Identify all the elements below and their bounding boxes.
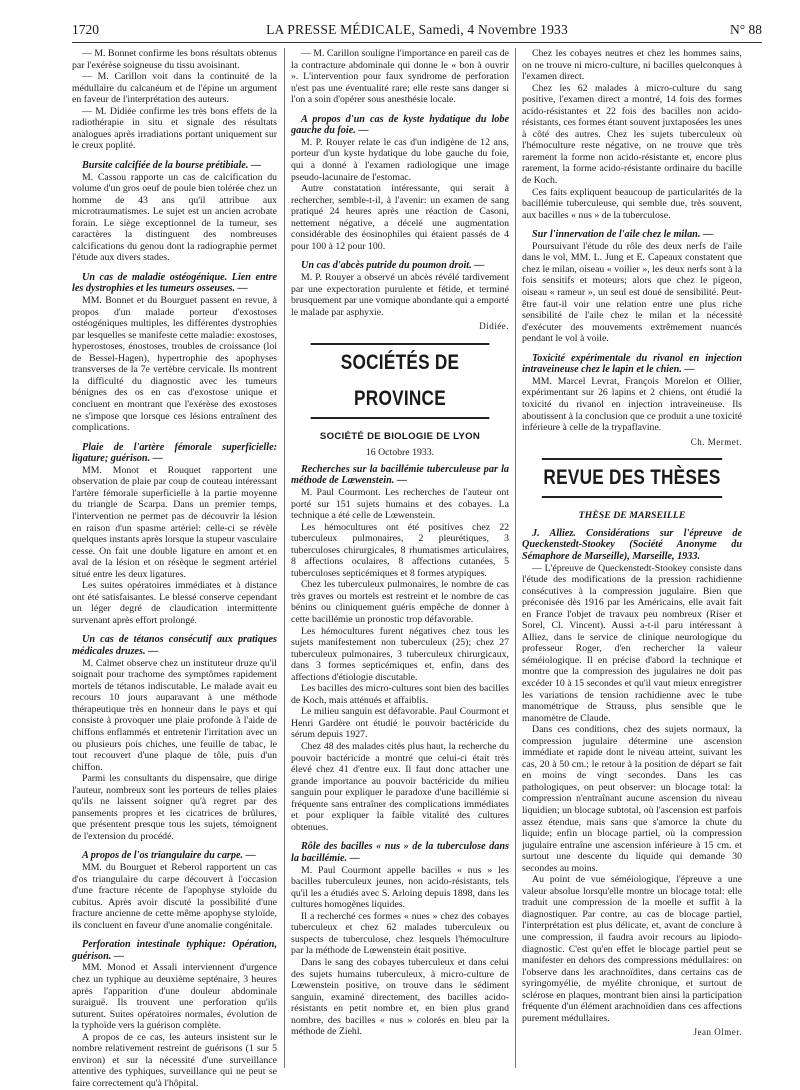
meeting-date: 16 Octobre 1933. (365, 447, 435, 459)
article-title: Rôle des bacilles « nus » de la tuberculose dans la bacillémie. — (291, 841, 509, 864)
author-signature: Jean Olmer. (693, 1027, 742, 1038)
article-title: A propos d'un cas de kyste hydatique du lobe gauche du foie. — (291, 113, 509, 137)
paragraph: — M. Carillon voit dans la continuité de la médullaire du calcanéum et de l'épine un argument en faveur de l'interprétation des auteurs. (72, 71, 277, 106)
author-signature: Ch. Mermet. (690, 436, 742, 447)
article-text: Les hémocultures furent négatives chez tous les sujets manifestement non tuberculeux (25); chez 27 tuberculeux pulmonaires, 3 tuberculeux chirurgicaux, dans 3 formes septicémiques et, enfin, dans des affections d'étiologie discutable. (291, 625, 509, 683)
article-title: Toxicité expérimentale du rivanol en injection intraveineuse chez le lapin et le chien. — (522, 352, 742, 376)
page-number: 1720 (72, 22, 99, 37)
article-text: Dans ces conditions, chez des sujets normaux, la compression jugulaire détermine une ascension immédiate et rapide dont le niveau atteint, suivant les cas, 20 à 50 cm.; le retour à la position de départ se fait en moins de vingt secondes. Dans les cas pathologiques, on peut observer: un blocage total: la compression n'entraînant aucune ascension du niveau liquidien; un blocage subtotal, où l'ascension est parfois assez étendue, mais sans que s'amorce la chute du liquide; enfin un blocage partiel, où la compression jugulaire entraîne une ascension inférieure à 15 cm. et surtout une descente du liquide qui demande 30 secondes au moins. (522, 724, 742, 874)
paragraph: Chez les 62 malades à micro-culture du sang positive, l'examen direct a montré, 14 fois des formes acido-résistantes et 22 fois des bacilles non acido-résistants, ces formes étant souvent juxtaposées les unes à côté des autres. Chez les sujets tuberculeux où l'hémoculture reste négative, on ne trouve que très rarement la forme non acido-résistante et, encore plus rarement, la forme acido-résistante ordinaire du bacille de Koch. (522, 82, 742, 187)
article-text: A propos de ce cas, les auteurs insistent sur le nombre relativement restreint de guérisons (1 sur 5 environ) et sur la nécessité d'une surveillance attentive des typhiques, surveillance qui ne peut se faire correctement qu'à l'hôpital. (72, 1031, 277, 1089)
article-title: Plaie de l'artère fémorale superficielle: ligature; guérison. — (72, 441, 277, 465)
article-title: Perforation intestinale typhique: Opération, guérison. — (72, 939, 277, 962)
column-right (522, 48, 742, 1043)
article-title: Sur l'innervation de l'aile chez le milan. — (532, 229, 714, 241)
thesis-city: THÈSE DE MARSEILLE (578, 510, 686, 522)
article-title: Bursite calcifiée de la bourse prétibiale. — (82, 159, 262, 171)
article-text: MM. Monot et Rouquet rapportent une observation de plaie par coup de couteau intéressant l'artère fémorale superficielle à la partie moyenne du triangle de Scarpa. Dans un premier temps, l'intervention ne permet pas de découvrir la lésion en raison d'un spasme artériel: celle-ci se révèle quelques instants après lorsque la stupeur vasculaire cesse. On fait une double ligature en amont et en aval de la lésion et on résèque le segment artériel situé entre les deux ligatures. (72, 464, 277, 580)
article-text: Chez les tuberculeux pulmonaires, le nombre de cas très graves ou mortels est restreint et le nombre de cas bénins ou cliniquement guéris empêche de donner à cette bacillémie un pronostic trop défavorable. (291, 579, 509, 626)
article-title: Un cas d'abcès putride du poumon droit. — (301, 260, 485, 272)
author-signature: Didiée. (479, 321, 509, 332)
article-text: MM. Monod et Assali interviennent d'urgence chez un typhique au deuxième septénaire, 3 heures après l'apparition d'une douleur abdominale suraiguë. Ils trouvent une perforation qu'ils suturent. Suites opératoires normales, évolution de la typhoïde vers la guérison complète. (72, 962, 277, 1032)
article-text: MM. Bonnet et du Bourguet passent en revue, à propos d'un malade porteur d'exostoses ostéogéniques multiples, les différentes dystrophies par lesquelles se manifeste cette maladie: exostoses, hyperostoses, énostoses, troubles de croissance (loi de Bessel-Hagen), hypertrophie des apophyses transverses de la 7e vertèbre cervicale. Ils montrent la difficulté du diagnostic avec les tumeurs bénignes des os en cas d'exostose unique et concluent en montrant que l'exérèse des exostoses ne s'impose que lorsque ces lésions entraînent des complications. (72, 295, 277, 434)
article-title: Recherches sur la bacillémie tuberculeuse par la méthode de Lœwenstein. — (291, 463, 509, 487)
column-middle (291, 48, 509, 1038)
article-text: Les hémocultures ont été positives chez 22 tuberculeux pulmonaires, 2 pleurétiques, 3 tuberculoses chirurgicales, 8 rhumatismes articulaires, 8 affections oculaires, 8 affections cutanées, 5 tuberculoses septicémiques et 8 formes atypiques. (291, 521, 509, 579)
section-heading: SOCIÉTÉS DE PROVINCE (311, 343, 490, 419)
paragraph: Chez les cobayes neutres et chez les hommes sains, on ne trouve ni micro-culture, ni bacilles quelconques à l'examen direct. (522, 48, 742, 83)
article-title: Un cas de tétanos consécutif aux pratiques médicales druzes. — (72, 634, 277, 658)
journal-title: LA PRESSE MÉDICALE, Samedi, 4 Novembre 1933 (266, 22, 568, 37)
column-divider (284, 48, 285, 1068)
column-divider (515, 48, 516, 1068)
article-text: Il a recherché ces formes « nues » chez des cobayes tuberculeux et chez 62 malades tuberculeux ou suspects de tuberculose, chez lesquels l'hémoculture par la méthode de Lœwenstein était positive. (291, 910, 509, 957)
column-left (72, 48, 277, 1090)
article-text: Autre constatation intéressante, qui serait à rechercher, semble-t-il, à l'avenir: un examen de sang pratiqué 24 heures après une réaction de Casoni, nettement négative, a décelé une augmentation considérable des éosinophiles qui étaient passés de 4 pour 100 à 12 pour 100. (291, 183, 509, 252)
society-name: SOCIÉTÉ DE BIOLOGIE DE LYON (319, 430, 481, 442)
article-text: M. Paul Courmont appelle bacilles « nus » les bacilles tuberculeux jeunes, non acido-résistants, tels qu'il les a étudiés avec S. Arloing depuis 1898, dans les cultures homogènes liquides. (291, 864, 509, 911)
article-text: Chez 48 des malades cités plus haut, la recherche du pouvoir bactéricide a montré que celui-ci était très élevé chez 41 d'entre eux. Il faut donc attacher une grande importance au pouvoir bactéricide du milieu sanguin pour expliquer le paradoxe d'une bacillémie si fréquente sans entraîner des complications immédiates et pour expliquer la faible vitalité des cultures obtenues. (291, 741, 509, 833)
article-text: M. Calmet observe chez un instituteur druze qu'il soignait pour trachome des symptômes rapidement mortels de tétanos indiscutable. Le malade avait eu recours 10 jours auparavant à une méthode thérapeutique très en honneur dans le pays et qui consiste à provoquer une plaie profonde à l'aide de chiffons enflammés et entretenir l'irritation avec un ou plusieurs pois chiches, une feuille de tabac, le tout recouvert d'une plaque de tôle, puis d'un chiffon. (72, 657, 277, 773)
article-title: J. Alliez. Considérations sur l'épreuve de Queckenstedt-Stookey (Société Anonyme du Sémaphore de Marseille), Marseille, 1933. (522, 527, 742, 562)
header-rule (72, 42, 762, 43)
article-text: M. Cassou rapporte un cas de calcification du volume d'un gros oeuf de poule bien tolérée chez un homme de 43 ans qu'il attribue aux microtraumatismes. Le sujet est un ancien acrobate forain. Le siège exceptionnel de la tumeur, ses caractères la distinguent des nombreuses calcifications du genou dont la radiographie permet l'étude aux divers stades. (72, 171, 277, 264)
paragraph: Ces faits expliquent beaucoup de particularités de la bacillémie tuberculeuse, qui semble due, très souvent, aux bacilles « nus » de la tuberculose. (522, 186, 742, 221)
article-text: MM. du Bourguet et Reberol rapportent un cas d'os triangulaire du carpe découvert à l'occasion d'une fracture récente de l'apophyse styloïde du cubitus. Après avoir discuté la possibilité d'une fracture ancienne de cette même apophyse styloïde, ils concluent en faveur d'une anomalie congénitale. (72, 862, 277, 931)
article-text: Dans le sang des cobayes tuberculeux et dans celui des sujets humains tuberculeux, à micro-culture de Lœwenstein positive, on trouve dans le sédiment sanguin, examiné directement, des bacilles acido-résistants en petit nombre et, en bien plus grand nombre, des bacilles « nus » colorés en bleu par la méthode de Ziehl. (291, 956, 509, 1038)
article-text: M. P. Rouyer a observé un abcès révélé tardivement par une expectoration purulente et fétide, et terminé brusquement par une vomique abondante qui a emporté le malade par asphyxie. (291, 271, 509, 318)
page-header (72, 20, 762, 40)
article-title: A propos de l'os triangulaire du carpe. — (82, 850, 256, 862)
article-text: — L'épreuve de Queckenstedt-Stookey consiste dans l'étude des modifications de la pression rachidienne consécutives à la compression jugulaire. Bien que préconisée dès 1916 par les Américains, elle avait fait en France l'objet de travaux peu nombreux (Riser et Sorel, Cl. Vincent). Aussi a-t-il paru intéressant à Alliez, dans le service de clinique neurologique du professeur Roger, d'en rechercher la valeur séméiologique. Il en précise d'abord la technique et montre que la compression des jugulaires ne doit pas excéder 10 à 15 secondes et qu'il vaut mieux enregistrer les variations de tension rachidienne avec le tube manométrique de Strauss, plus sensible que le manomètre de Claude. (522, 562, 742, 724)
article-text: Parmi les consultants du dispensaire, que dirige l'auteur, nombreux sont les porteurs de telles plaies qu'ils ne laissent soigner qu'à regret par des pansements propres et les cicatrices de brûlures, que présentent presque tous les sujets, témoignent de l'extension du procédé. (72, 773, 277, 842)
paragraph: — M. Didiée confirme les très bons effets de la radiothérapie in situ et signale des résultats analogues après irradiations portant uniquement sur le creux poplité. (72, 105, 277, 152)
article-text: Poursuivant l'étude du rôle des deux nerfs de l'aile dans le vol, MM. L. Jung et E. Capeaux constatent que chez le milan, oiseau « voilier », les deux nerfs sont à la fois sensitifs et moteurs; alors que chez le pigeon, oiseau « rameur », un seul est doué de sensibilité. Peut-être faut-il voir une relation entre une plus riche sensibilité de l'aile chez le milan et la nécessité d'exécuter des mouvements extrêmement nuancés pendant le vol à voile. (522, 240, 742, 345)
article-text: MM. Marcel Levrat, François Morelon et Ollier, expérimentant sur 26 lapins et 2 chiens, ont étudié la toxicité du rivanol en injection intraveineuse. Ils aboutissent à la conclusion que ce produit a une toxicité inférieure à celle de la trypaflavine. (522, 375, 742, 434)
article-text: Le milieu sanguin est défavorable. Paul Courmont et Henri Gardère ont étudié le pouvoir bactéricide du sérum depuis 1927. (291, 706, 509, 741)
article-text: M. P. Rouyer relate le cas d'un indigène de 12 ans, porteur d'un kyste hydatique du lobe gauche du foie, qui a donné à l'examen radiologique une image pseudo-lacunaire de l'estomac. (291, 136, 509, 183)
article-text: Au point de vue séméiologique, l'épreuve a une valeur absolue lorsqu'elle montre un blocage total: elle traduit une compression de la moelle et suffit à la diagnostiquer. Par contre, au cas de blocage partiel, l'interprétation est plus délicate, et, avant de conclure à une compression, il faudra avoir recours au lipiodo-diagnostic. C'est qu'en effet le blocage partiel peut se manifester en dehors des compressions médullaires: on l'observe dans les arachnoïdites, dans certains cas de syringomyélie, de myélite chronique, et surtout de sclérose en plaques, montrant bien ainsi la participation fréquente d'un élément arachnoïdien dans ces affections purement médullaires. (522, 874, 742, 1024)
article-text: M. Paul Courmont. Les recherches de l'auteur ont porté sur 151 sujets humains et des cobayes. La technique a été celle de Lœwenstein. (291, 487, 509, 522)
issue-number: N° 88 (729, 22, 762, 37)
paragraph: — M. Bonnet confirme les bons résultats obtenus par l'exérèse soigneuse du tissu avoisinant. (72, 48, 277, 71)
section-heading: REVUE DES THÈSES (542, 458, 722, 498)
article-text: Les bacilles des micro-cultures sont bien des bacilles de Koch, mais atténués et affaiblis. (291, 683, 509, 706)
article-text: Les suites opératoires immédiates et à distance ont été satisfaisantes. Le blessé conserve cependant un léger degré de claudication intermittente survenant après effort prolongé. (72, 580, 277, 626)
article-title: Un cas de maladie ostéogénique. Lien entre les dystrophies et les tumeurs osseuses. — (72, 271, 277, 295)
paragraph: — M. Carillon souligne l'importance en pareil cas de la contracture abdominale qui donne le « bon à ouvrir ». L'intervention pour faux syndrome de perforation n'est pas une éventualité rare; elle reste sans danger si l'on a soin d'opérer sous anesthésie locale. (291, 48, 509, 106)
